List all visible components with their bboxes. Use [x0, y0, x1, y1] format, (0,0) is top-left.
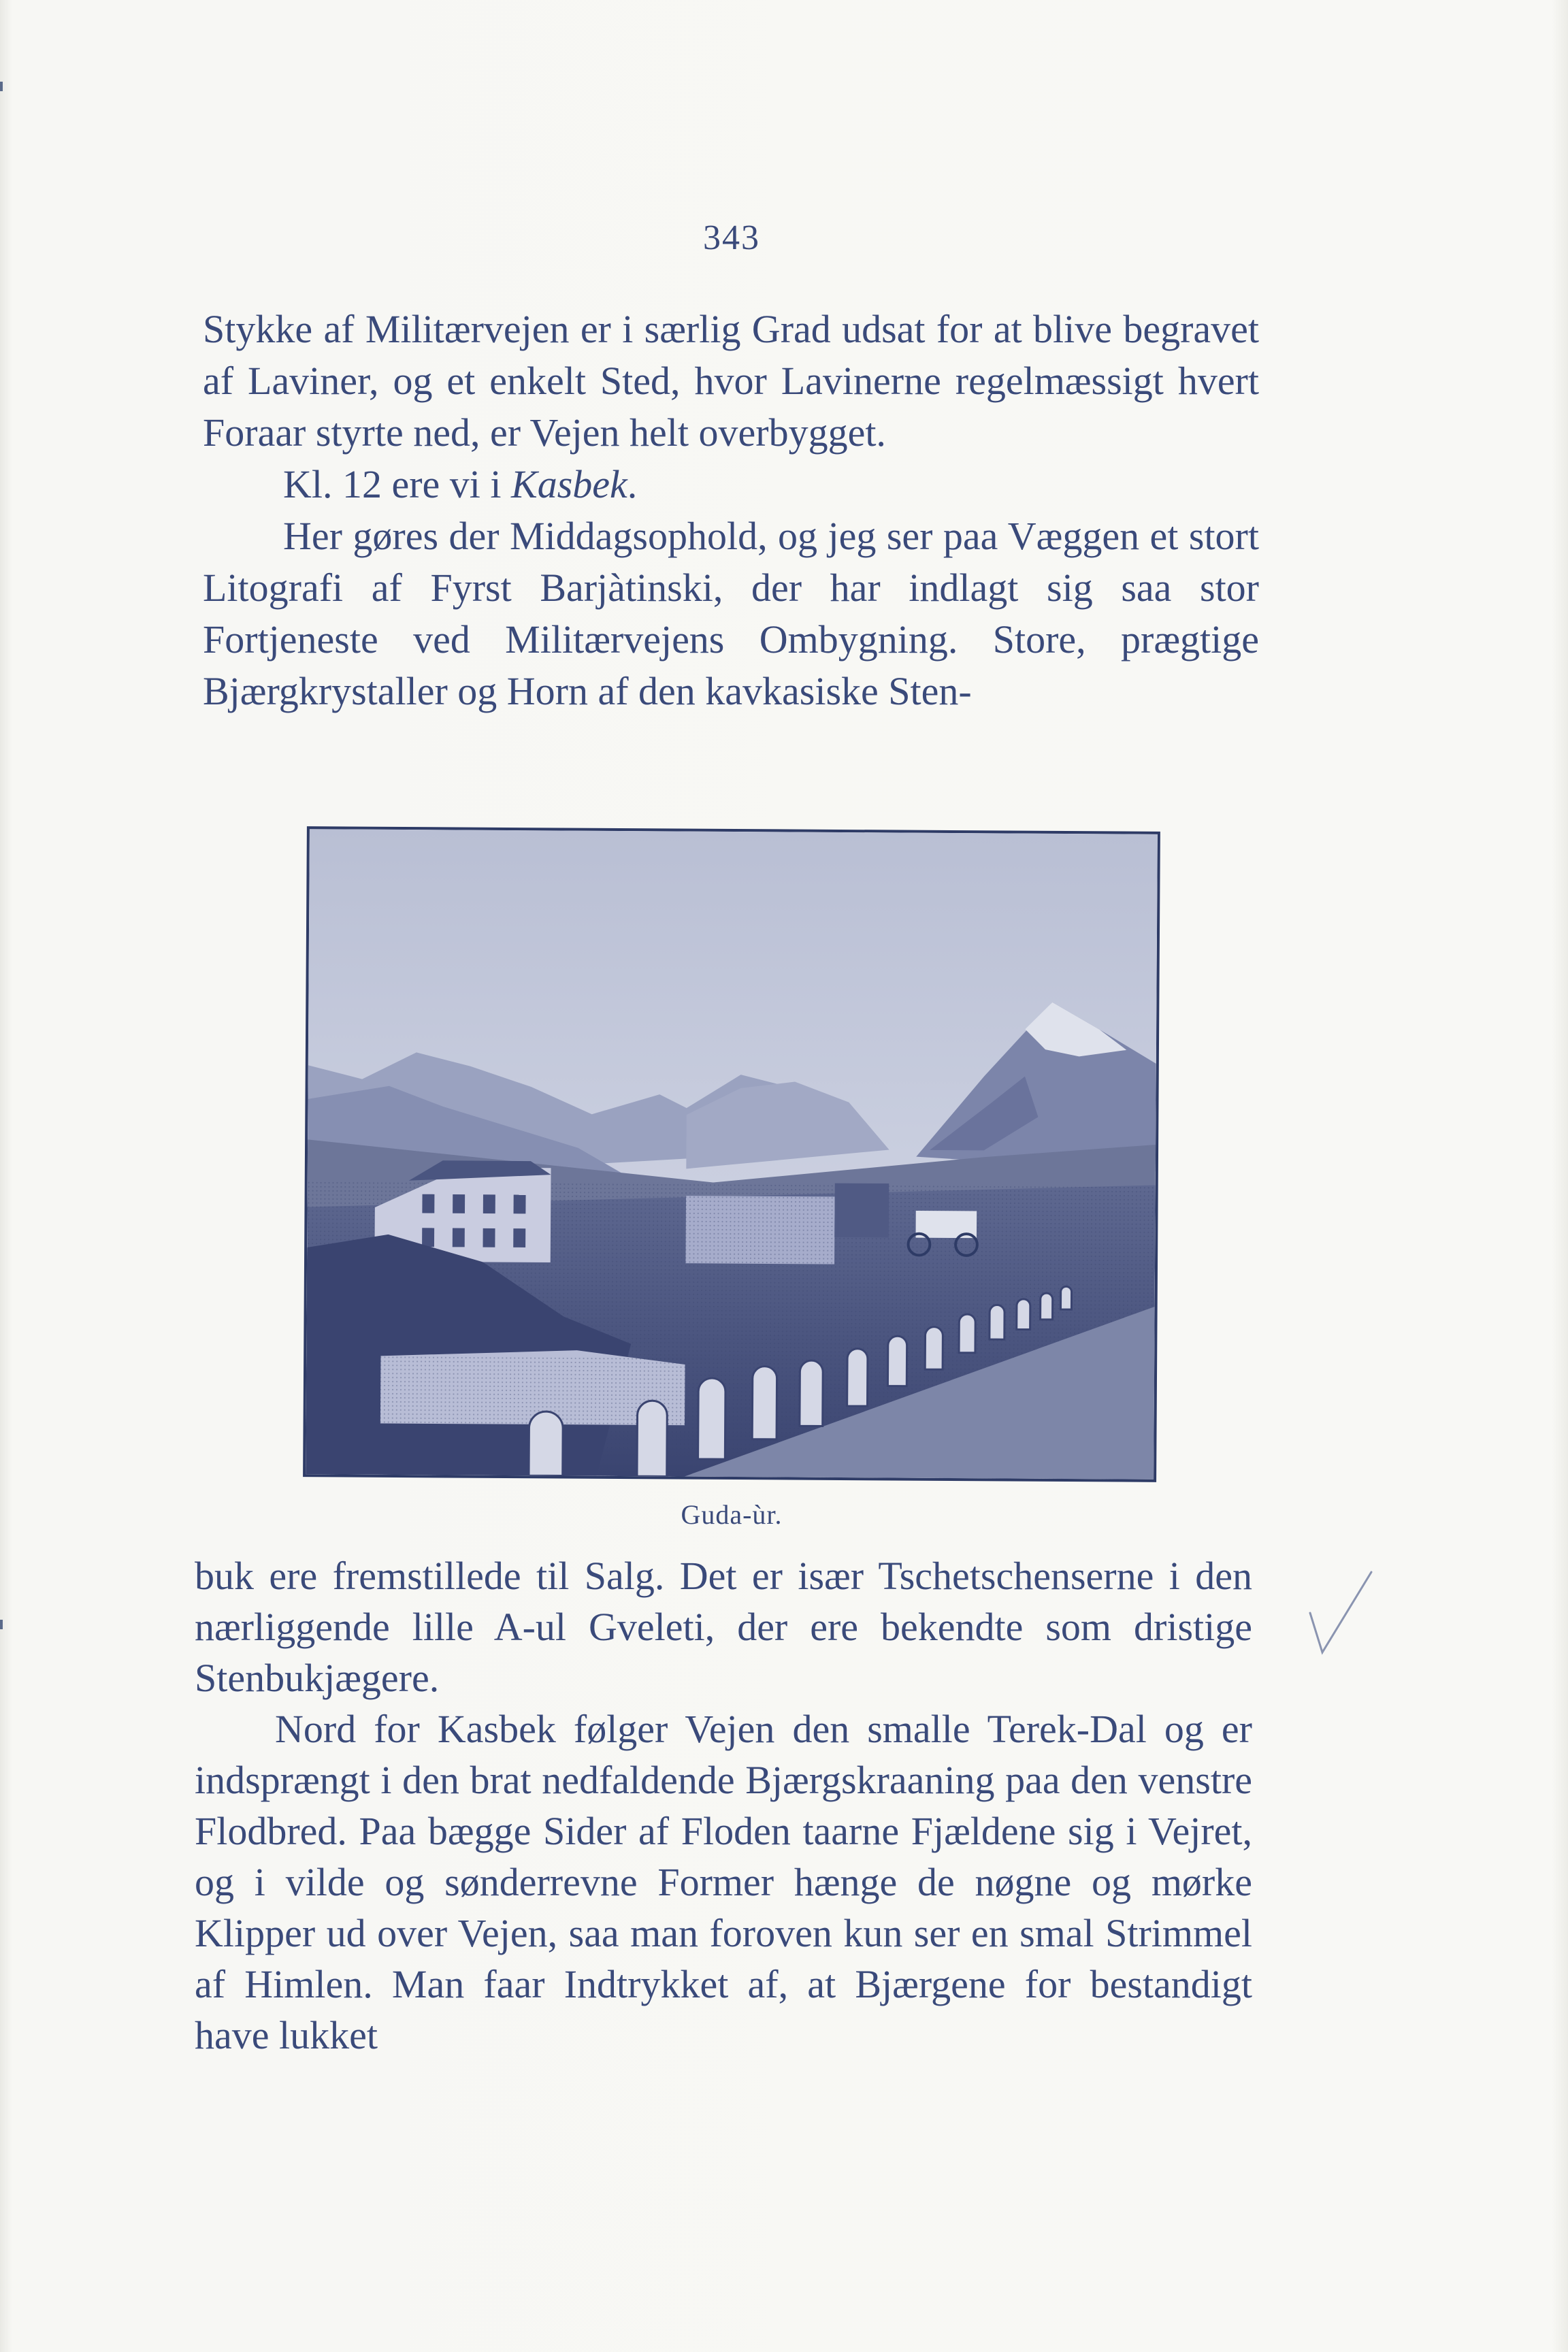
photo-illustration — [303, 826, 1160, 1482]
landscape-engraving — [306, 829, 1158, 1480]
page-edge-mark — [0, 1620, 3, 1629]
text-block-bottom — [195, 1550, 1252, 2061]
paragraph: Nord for Kasbek følger Vejen den smalle Terek-Dal og er indsprængt i den brat nedfaldende Bjærgskraaning paa den venstre Flodbred. Paa bægge Sider af Floden taarne Fjældene sig i Vejret, og i vilde og sønderrevne Former hænge de nøgne og mørke Klipper ud over Vejen, saa man foroven kun ser en smal Strimmel af Himlen. Man faar Indtrykket af, at Bjærgene for bestandigt have lukket — [195, 1707, 1252, 2057]
paragraph: Her gøres der Middagsophold, og jeg ser paa Væggen et stort Litografi af Fyrst Barjàtinski, der har indlagt sig saa stor Fortjeneste ved Militærvejens Ombygning. Store, prægtige Bjærgkrystaller og Horn af den kavkasiske Sten- — [203, 514, 1259, 713]
text-block-top — [203, 304, 1259, 717]
page-number: 343 — [703, 218, 760, 257]
place-name-emphasis: Kasbek — [511, 462, 627, 506]
paragraph: buk ere fremstillede til Salg. Det er især Tschetschenserne i den nærliggende lille A-ul Gveleti, der ere bekendte som dristige Stenbukjægere. — [195, 1554, 1252, 1700]
figure-caption: Guda-ùr. — [681, 1499, 783, 1530]
paragraph: Stykke af Militærvejen er i særlig Grad udsat for at blive begravet af Laviner, og et enkelt Sted, hvor Lavinerne regelmæssigt hvert Foraar styrte ned, er Vejen helt overbygget. — [203, 307, 1259, 455]
pencil-checkmark — [1303, 1565, 1378, 1661]
page-edge-mark — [0, 82, 3, 91]
paragraph: Kl. 12 ere vi i Kasbek. — [283, 462, 638, 506]
